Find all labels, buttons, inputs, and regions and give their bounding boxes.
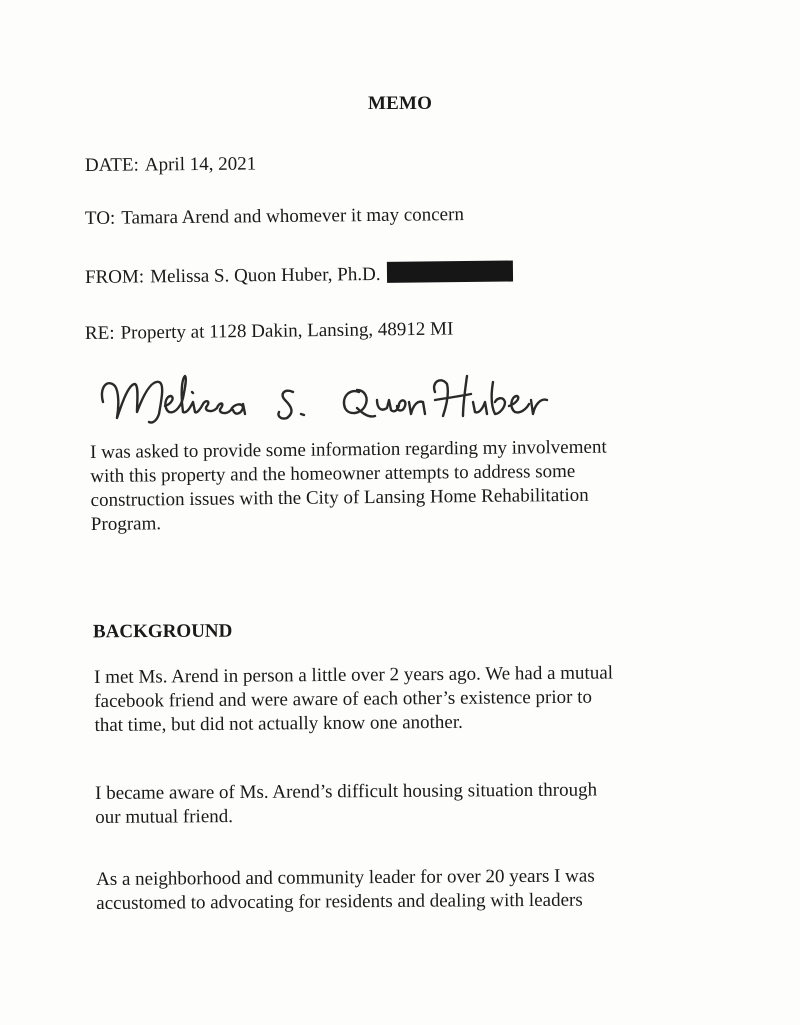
intro-line: construction issues with the City of Lansing Home Rehabilitation [90, 484, 589, 511]
from-line [85, 261, 514, 289]
to-value: Tamara Arend and whomever it may concern [121, 204, 464, 229]
paragraph-line: I became aware of Ms. Arend’s difficult housing situation through [95, 779, 598, 804]
paragraph-line: facebook friend and were aware of each other’s existence prior to [94, 686, 593, 712]
paragraph-line: our mutual friend. [95, 806, 234, 828]
from-value: Melissa S. Quon Huber, Ph.D. [150, 263, 381, 288]
re-label: RE: [84, 322, 115, 344]
intro-line: Program. [90, 513, 162, 535]
intro-line: I was asked to provide some information regarding my involvement [90, 436, 607, 463]
from-label: FROM: [84, 266, 145, 288]
to-label: TO: [84, 207, 116, 229]
paragraph-line: that time, but did not actually know one another. [94, 711, 463, 736]
paragraph-line: accustomed to advocating for residents and dealing with leaders [96, 889, 583, 914]
handwritten-signature [95, 362, 625, 440]
intro-line: with this property and the homeowner attempts to address some [90, 460, 576, 487]
to-line [85, 204, 464, 230]
background-heading: BACKGROUND [92, 620, 233, 643]
date-label: DATE: [84, 154, 139, 176]
date-value: April 14, 2021 [144, 153, 257, 176]
background-paragraph-1 [94, 661, 614, 738]
paragraph-line: I met Ms. Arend in person a little over 2 years ago. We had a mutual [94, 662, 614, 688]
background-paragraph-2 [95, 778, 597, 830]
date-line [85, 154, 256, 177]
paragraph-line: As a neighborhood and community leader for over 20 years I was [96, 865, 595, 890]
memo-title: MEMO [367, 93, 433, 114]
redaction-bar [387, 261, 513, 283]
intro-paragraph [90, 436, 608, 537]
background-paragraph-3 [96, 865, 595, 916]
re-value: Property at 1128 Dakin, Lansing, 48912 MI [120, 318, 454, 344]
re-line [85, 319, 454, 345]
